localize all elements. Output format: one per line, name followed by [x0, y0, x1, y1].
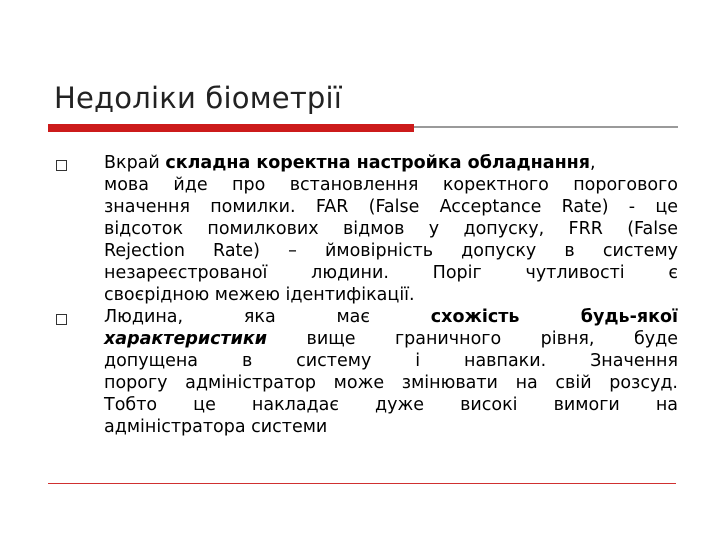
- bullet-text-1: [104, 152, 678, 306]
- text-line: Rejection Rate) – ймовірність допуску в систему: [104, 241, 678, 261]
- text-line: своєрідною межею ідентифікації.: [104, 285, 415, 305]
- text-line: мова йде про встановлення коректного порогового: [104, 175, 678, 195]
- hollow-square-bullet-icon: [56, 314, 67, 325]
- text-line: допущена в систему і навпаки. Значення: [104, 351, 678, 371]
- text-line: Тобто це накладає дуже високі вимоги на: [104, 395, 678, 415]
- emphasis-text: схожість будь-якої: [430, 307, 678, 327]
- text-line: [104, 306, 678, 328]
- bullet-text-2: [104, 306, 678, 438]
- text-line: порогу адміністратор може змінювати на свій розсуд.: [104, 373, 678, 393]
- text-line: адміністратора системи: [104, 417, 328, 437]
- bullet-item-1: [54, 152, 680, 306]
- bottom-divider: [48, 483, 676, 484]
- text-run: ,: [590, 153, 596, 173]
- text-line: [104, 328, 678, 350]
- slide-title: Недоліки біометрії: [54, 81, 343, 115]
- hollow-square-bullet-icon: [56, 160, 67, 171]
- text-line: [104, 152, 678, 174]
- text-run: Вкрай: [104, 153, 166, 173]
- emphasis-text: характеристики: [104, 329, 268, 349]
- text-line: незареєстрованої людини. Поріг чутливості є: [104, 263, 678, 283]
- title-underline-grey: [414, 126, 678, 128]
- text-line: значення помилки. FAR (False Acceptance Rate) - це: [104, 197, 678, 217]
- bullet-item-2: [54, 306, 680, 438]
- text-run: вище граничного рівня, буде: [267, 329, 678, 349]
- text-line: відсоток помилкових відмов у допуску, FRR (False: [104, 219, 678, 239]
- text-run: Людина, яка має: [104, 307, 431, 327]
- title-underline-red: [48, 124, 414, 132]
- bullet-list: [54, 152, 680, 438]
- emphasis-text: складна коректна настройка обладнання: [165, 153, 590, 173]
